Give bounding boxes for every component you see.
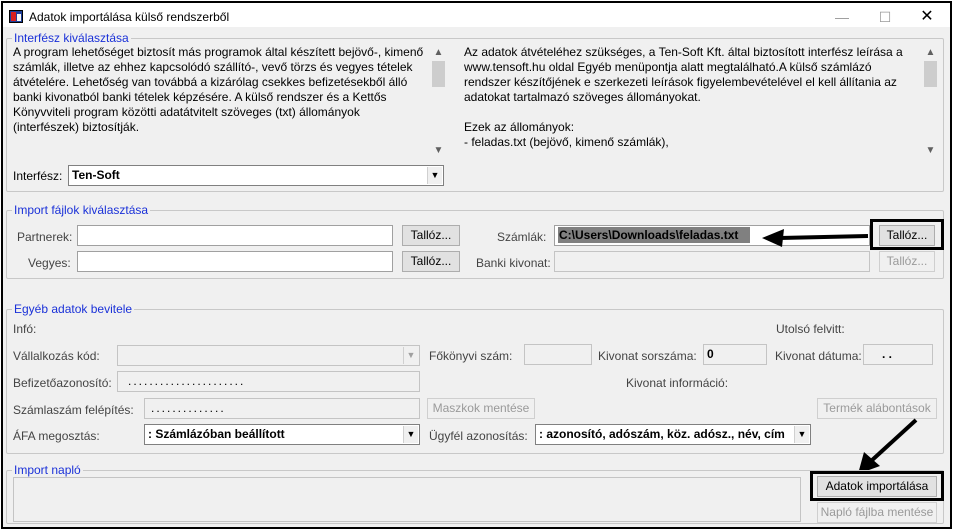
description-left: A program lehetőséget biztosít más programok által készített bejövő-, kimenő számlák, illetve az ehhez kapcsolódó szállító-, vevő törzs és vegyes tételek átvételére. Lehetőség van továbbá a kizárólag csekkes befizetésekből álló banki kivonatból banki tételek képzésére. A külső rendszer és a Kettős Könyvviteli program közötti adatátvitelt szöveges (txt) állományok (interfészek) biztosítják. xyxy=(13,45,428,158)
statement-info-label: Kivonat információ: xyxy=(626,376,729,390)
chevron-down-icon[interactable]: ▼ xyxy=(427,167,442,184)
import-highlight-box xyxy=(810,471,944,501)
import-log-textarea[interactable] xyxy=(13,477,801,522)
interface-select-value: Ten-Soft xyxy=(72,168,120,182)
app-icon xyxy=(9,10,23,23)
mixed-path-input[interactable] xyxy=(77,251,393,272)
statement-number-label: Kivonat sorszáma: xyxy=(598,349,697,363)
description-right-scrollbar[interactable] xyxy=(922,45,939,158)
partners-browse-button[interactable]: Tallóz... xyxy=(402,225,460,246)
interface-label: Interfész: xyxy=(13,169,63,183)
bank-statement-browse-button[interactable]: Tallóz... xyxy=(879,251,935,272)
invoices-label: Számlák: xyxy=(497,230,547,244)
company-code-select[interactable] xyxy=(117,345,420,366)
vat-split-value: : Számlázóban beállított xyxy=(148,427,285,441)
arrow-left-icon xyxy=(758,226,870,250)
chevron-down-icon[interactable]: ▼ xyxy=(403,426,418,443)
title-bar[interactable] xyxy=(3,3,950,27)
statement-date-label: Kivonat dátuma: xyxy=(775,349,862,363)
close-button[interactable]: ✕ xyxy=(920,8,934,25)
interface-select[interactable] xyxy=(68,165,444,186)
scroll-thumb[interactable] xyxy=(924,61,937,87)
partners-path-input[interactable] xyxy=(77,225,393,246)
scroll-up-icon[interactable]: ▲ xyxy=(925,47,936,58)
vat-split-label: ÁFA megosztás: xyxy=(13,429,100,443)
scroll-down-icon[interactable]: ▼ xyxy=(925,145,936,156)
mixed-label: Vegyes: xyxy=(28,256,71,270)
description-left-scrollbar[interactable] xyxy=(430,45,447,158)
partners-label: Partnerek: xyxy=(17,230,73,244)
company-code-label: Vállalkozás kód: xyxy=(13,349,100,363)
info-label: Infó: xyxy=(13,322,37,336)
scroll-thumb[interactable] xyxy=(432,61,445,87)
arrow-down-left-icon xyxy=(852,414,922,478)
invoices-path-value: C:\Users\Downloads\feladas.txt xyxy=(558,227,750,243)
minimize-button[interactable]: — xyxy=(835,9,849,25)
import-data-button[interactable]: Adatok importálása xyxy=(817,476,937,497)
vat-split-select[interactable] xyxy=(144,424,420,445)
browse-highlight-box xyxy=(870,219,944,250)
scroll-down-icon[interactable]: ▼ xyxy=(433,145,444,156)
mixed-browse-button[interactable]: Tallóz... xyxy=(402,251,460,272)
customer-id-value: : azonosító, adószám, köz. adósz., név, cím xyxy=(539,427,785,441)
product-breakdown-button[interactable]: Termék alábontások xyxy=(817,398,937,419)
statement-number-input[interactable]: 0 xyxy=(703,344,767,365)
window-title: Adatok importálása külső rendszerből xyxy=(29,10,230,24)
customer-id-select[interactable] xyxy=(535,424,811,445)
description-right: Az adatok átvételéhez szükséges, a Ten-Soft Kft. által biztosított interfész leírása a www.tensoft.hu oldal Egyéb menüpontja alatt megtalálható.A külső számlázó rendszer készítőjének e szerkezeti leírások figyelembevételével el kell állítania az adatokat tartalmazó szöveges állományokat. Ezek az állományok: - feladas.txt (bejövő, kimenő számlák), xyxy=(464,45,920,158)
save-masks-button[interactable]: Maszkok mentése xyxy=(427,398,535,419)
other-data-legend: Egyéb adatok bevitele xyxy=(14,302,133,316)
bank-statement-path-input[interactable] xyxy=(554,251,870,272)
customer-id-label: Ügyfél azonosítás: xyxy=(429,429,528,443)
bank-statement-label: Banki kivonat: xyxy=(476,256,551,270)
last-import-label: Utolsó felvitt: xyxy=(776,322,845,336)
chevron-down-icon[interactable]: ▼ xyxy=(403,347,418,364)
invoices-browse-button[interactable]: Tallóz... xyxy=(879,225,935,246)
import-files-legend: Import fájlok kiválasztása xyxy=(14,203,149,217)
scroll-up-icon[interactable]: ▲ xyxy=(433,47,444,58)
import-log-legend: Import napló xyxy=(14,463,81,477)
chevron-down-icon[interactable]: ▼ xyxy=(794,426,809,443)
statement-date-input[interactable]: . . xyxy=(863,344,933,365)
maximize-button[interactable]: ☐ xyxy=(878,9,892,25)
payer-id-label: Befizetőazonosító: xyxy=(13,376,112,390)
ledger-number-input[interactable] xyxy=(524,344,592,365)
interface-group-legend: Interfész kiválasztása xyxy=(14,31,129,45)
invoice-number-structure-label: Számlaszám felépítés: xyxy=(13,403,134,417)
save-log-button[interactable]: Napló fájlba mentése xyxy=(817,502,937,523)
ledger-number-label: Főkönyvi szám: xyxy=(429,349,513,363)
invoice-number-structure-input[interactable]: .............. xyxy=(144,398,420,419)
payer-id-input[interactable]: ...................... xyxy=(117,371,420,392)
